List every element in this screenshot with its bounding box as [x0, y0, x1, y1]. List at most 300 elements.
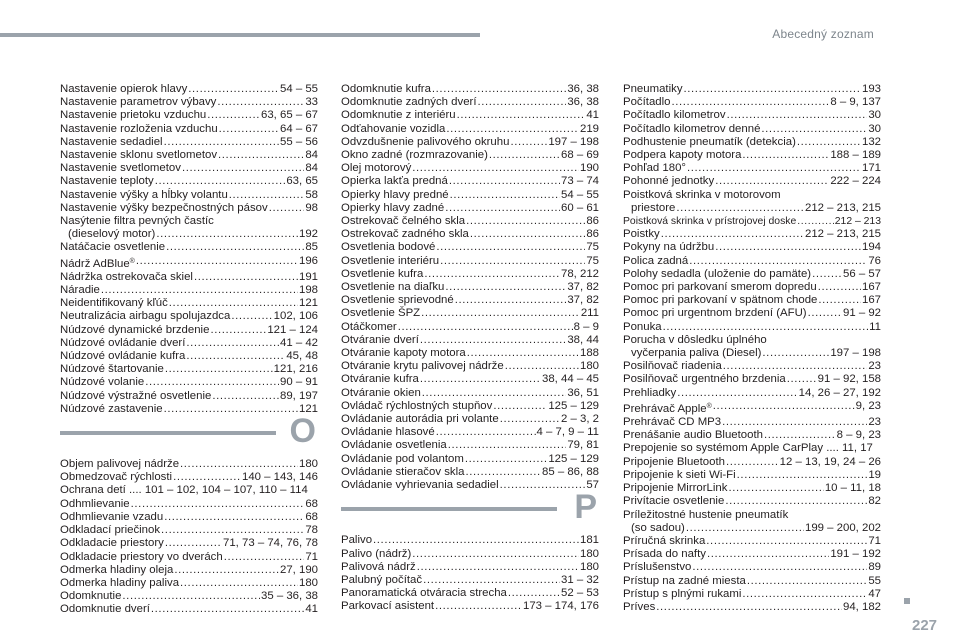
entry-term: Osvetlenie ŠPZ	[341, 307, 421, 320]
dot-leader	[231, 310, 272, 323]
entry-term: Opierky hlavy predné	[341, 188, 449, 201]
entry-pages: 180	[298, 458, 318, 471]
entry-pages: 199 – 200, 202	[804, 521, 881, 534]
dot-leader	[188, 83, 279, 96]
index-entry	[623, 123, 881, 136]
entry-term: Pomoc pri urgentnom brzdení (AFU)	[623, 307, 807, 320]
entry-pages: 167	[861, 294, 881, 307]
dot-leader	[145, 376, 279, 389]
entry-term: Nastavenie sedadiel	[60, 135, 163, 148]
entry-pages: 212 – 213, 215	[804, 201, 881, 214]
section-rule	[341, 507, 557, 511]
entry-term: Núdzové výstražné osvetlenie	[60, 389, 212, 402]
entry-pages: 180	[579, 360, 599, 373]
dot-leader	[412, 162, 579, 175]
section-rule	[60, 431, 276, 435]
index-entry	[341, 561, 599, 574]
entry-term: Nastavenie sklonu svetlometov	[60, 149, 218, 162]
entry-pages: 37, 82	[567, 294, 599, 307]
section-header	[341, 488, 599, 534]
index-entry	[341, 241, 599, 254]
index-entry	[341, 387, 599, 400]
dot-leader	[726, 456, 779, 469]
dot-leader	[656, 601, 842, 614]
index-entry	[623, 456, 881, 469]
entry-pages: 41	[305, 603, 318, 616]
index-entry	[623, 83, 881, 96]
entry-pages: 89	[868, 561, 881, 574]
dot-leader	[684, 83, 861, 96]
entry-term: Odťahovanie vozidla	[341, 122, 446, 135]
index-entry	[623, 469, 881, 482]
dot-leader	[210, 324, 266, 337]
entry-pages: 211	[580, 307, 599, 320]
index-entry	[341, 162, 599, 175]
entry-term: Objem palivovej nádrže	[60, 458, 180, 471]
entry-pages: 84	[305, 162, 318, 175]
dot-leader	[449, 175, 560, 188]
dot-leader	[737, 469, 868, 482]
entry-pages: 125 – 129	[548, 399, 599, 412]
entry-term: Nastavenie výšky a hĺbky volantu	[60, 188, 228, 201]
dot-leader	[164, 136, 279, 149]
dot-leader	[747, 575, 867, 588]
index-entry	[623, 347, 881, 360]
section-header	[60, 412, 318, 458]
entry-term: Odkladací priečinok	[60, 524, 161, 537]
entry-pages: 192	[298, 228, 318, 241]
dot-leader	[131, 498, 305, 511]
entry-pages: 68	[305, 510, 318, 523]
entry-term: Polohy sedadla (uloženie do pamäte)	[623, 267, 812, 280]
index-entry	[623, 373, 881, 386]
index-entry	[60, 271, 318, 284]
entry-pages: 58	[305, 188, 318, 201]
index-entry	[60, 577, 318, 590]
entry-term: Osvetlenia bodové	[341, 241, 436, 254]
entry-pages: 30	[868, 122, 881, 135]
entry-term: Parkovací asistent	[341, 600, 435, 613]
entry-pages: 10 – 11, 18	[824, 482, 881, 495]
index-entry	[60, 310, 318, 323]
index-entry	[623, 360, 881, 373]
entry-pages: 19	[868, 468, 881, 481]
index-entry	[623, 429, 881, 442]
entry-pages: 89, 197	[279, 389, 318, 402]
entry-pages: 71	[868, 534, 881, 547]
index-entry	[623, 202, 881, 215]
entry-pages: 91 – 92	[842, 307, 881, 320]
entry-pages: 84	[305, 149, 318, 162]
index-entry	[341, 600, 599, 613]
index-entry	[623, 162, 881, 175]
entry-term: Núdzové volanie	[60, 376, 145, 389]
entry-pages: 64 – 67	[279, 122, 318, 135]
entry-term: Osvetlenie kufra	[341, 267, 424, 280]
dot-leader	[165, 537, 222, 550]
entry-term: Ovládanie pod volantom	[341, 452, 464, 465]
section-letter: P	[574, 488, 597, 527]
index-entry	[341, 136, 599, 149]
index-entry	[623, 228, 881, 241]
dot-leader	[725, 495, 867, 508]
entry-pages: 41	[586, 109, 599, 122]
index-entry	[623, 575, 881, 588]
index-entry	[60, 284, 318, 297]
entry-term: Prehrávač Apple®	[623, 402, 712, 415]
entry-term: Palivo (nádrž)	[341, 547, 412, 560]
dot-leader	[689, 255, 867, 268]
index-entry	[60, 590, 318, 603]
entry-pages: 181	[579, 534, 599, 547]
index-entry	[341, 175, 599, 188]
index-entry	[623, 495, 881, 508]
corner-marker	[904, 598, 910, 604]
entry-term: Núdzové dynamické brzdenie	[60, 323, 210, 336]
entry-pages: 8 – 9, 23	[836, 429, 881, 442]
dot-leader	[432, 83, 566, 96]
dot-leader	[440, 255, 585, 268]
index-entry	[341, 96, 599, 109]
dot-leader	[417, 561, 579, 574]
entry-pages: 57	[586, 479, 599, 492]
entry-pages: 8 – 9, 137	[830, 96, 881, 109]
dot-leader	[465, 466, 541, 479]
entry-term: Opierka lakťa predná	[341, 175, 448, 188]
index-entry: Ochrana detí .... 101 – 102, 104 – 107, 110 – 114	[60, 484, 308, 497]
entry-pages: 86	[586, 228, 599, 241]
index-entry	[341, 294, 599, 307]
dot-leader	[229, 189, 305, 202]
dot-leader	[155, 175, 286, 188]
entry-pages: 193	[861, 83, 881, 95]
entry-pages: 2 – 3, 2	[561, 413, 599, 426]
index-entry	[341, 426, 599, 439]
index-entry	[341, 307, 599, 320]
dot-leader	[151, 603, 304, 616]
dot-leader	[465, 453, 547, 466]
entry-pages: 180	[579, 560, 599, 573]
entry-pages: 71	[305, 550, 318, 563]
dot-leader	[164, 403, 298, 416]
index-entry	[341, 548, 599, 561]
index-entry	[60, 202, 318, 215]
entry-pages: 76	[868, 254, 881, 267]
dot-leader	[808, 307, 842, 320]
entry-term: Posilňovač urgentného brzdenia	[623, 373, 786, 386]
entry-pages: 68 – 69	[560, 149, 599, 162]
dot-leader	[435, 600, 522, 613]
entry-pages: 68	[305, 497, 318, 510]
entry-term: Neidentifikovaný kľúč	[60, 297, 168, 310]
index-entry	[623, 588, 881, 601]
entry-pages: 94, 182	[842, 600, 881, 613]
entry-pages: 60 – 61	[560, 201, 599, 214]
index-entry	[60, 537, 318, 550]
entry-term: Palivo	[341, 534, 373, 547]
dot-leader	[692, 561, 867, 574]
dot-leader	[818, 294, 861, 307]
entry-term: Ostrekovač čelného skla	[341, 215, 466, 228]
entry-term: Opierky hlavy zadné	[341, 201, 445, 214]
dot-leader	[742, 149, 829, 162]
entry-pages: 197 – 198	[830, 347, 881, 360]
index-entry	[341, 453, 599, 466]
entry-term: Neutralizácia airbagu spolujazdca	[60, 310, 231, 323]
index-entry	[623, 334, 881, 347]
entry-term: Prehliadky	[623, 386, 677, 399]
entry-term: Príručná skrinka	[623, 534, 706, 547]
index-entry	[341, 574, 599, 587]
entry-pages: 171	[861, 162, 881, 175]
dot-leader	[161, 524, 304, 537]
entry-term: Pripojenie Bluetooth	[623, 455, 725, 468]
index-entry	[623, 400, 881, 416]
entry-term: Pokyny na údržbu	[623, 241, 715, 254]
dot-leader	[450, 189, 560, 202]
entry-pages: 191 – 192	[830, 548, 881, 561]
entry-pages: 9, 23	[855, 399, 881, 412]
dot-leader	[797, 136, 861, 149]
entry-term: Nastavenie rozloženia vzduchu	[60, 122, 218, 135]
dot-leader	[420, 334, 566, 347]
index-entry	[60, 524, 318, 537]
dot-leader	[398, 321, 573, 334]
dot-leader	[818, 281, 861, 294]
entry-pages: 36, 51	[567, 386, 599, 399]
entry-term: Odhmlievanie	[60, 497, 130, 510]
entry-pages: 180	[298, 576, 318, 589]
entry-term: Otáčkomer	[341, 320, 397, 333]
dot-leader	[687, 162, 861, 175]
entry-term: Pohonné jednotky	[623, 175, 715, 188]
entry-pages: 36, 38	[567, 96, 599, 109]
index-entry	[341, 268, 599, 281]
dot-leader	[762, 347, 829, 360]
index-entry	[60, 350, 318, 363]
entry-term: Odomknutie	[60, 590, 122, 603]
index-entry	[60, 403, 318, 416]
index-entry	[341, 109, 599, 122]
entry-pages: 45, 48	[286, 350, 318, 363]
dot-leader	[500, 413, 560, 426]
dot-leader	[787, 373, 817, 386]
entry-pages: 23	[868, 360, 881, 373]
entry-pages: 52 – 53	[560, 587, 599, 600]
dot-leader	[715, 241, 861, 254]
entry-pages: 37, 82	[567, 281, 599, 294]
index-column-1	[60, 83, 318, 617]
entry-pages: 121, 216	[273, 363, 318, 376]
index-entry	[60, 228, 318, 241]
entry-pages: 82	[868, 495, 881, 508]
entry-term: Prístup na zadné miesta	[623, 574, 746, 587]
index-entry	[60, 96, 318, 109]
page-header-title: Abecedný zoznam	[772, 27, 874, 41]
entry-pages: 125 – 129	[548, 452, 599, 465]
entry-pages: 54 – 55	[279, 83, 318, 95]
entry-term: Odhmlievanie vzadu	[60, 510, 164, 523]
entry-term: Odomknutie z interiéru	[341, 109, 456, 122]
entry-term: Nádržka ostrekovača skiel	[60, 270, 193, 283]
entry-pages: 75	[586, 241, 599, 254]
entry-pages: 33	[305, 96, 318, 109]
index-entry	[623, 321, 881, 334]
entry-term: Nastavenie opierok hlavy	[60, 83, 188, 95]
page-number: 227	[912, 617, 938, 634]
dot-leader	[661, 228, 804, 241]
dot-leader	[101, 284, 298, 297]
entry-term: Nasýtenie filtra pevných častíc	[60, 215, 214, 228]
entry-pages: 173 – 174, 176	[522, 600, 599, 613]
entry-pages: 54 – 55	[560, 188, 599, 201]
index-entry	[341, 373, 599, 386]
index-entry	[341, 587, 599, 600]
index-entry	[60, 324, 318, 337]
entry-term: Palivová nádrž	[341, 560, 416, 573]
entry-pages: 188	[579, 347, 599, 360]
dot-leader	[713, 400, 855, 416]
index-entry	[60, 551, 318, 564]
entry-pages: 11	[869, 320, 881, 333]
index-entry	[341, 334, 599, 347]
dot-leader	[422, 387, 567, 400]
entry-term: Otváranie dverí	[341, 333, 419, 346]
entry-pages: 75	[586, 254, 599, 267]
index-entry	[623, 215, 881, 228]
dot-leader	[173, 471, 241, 484]
entry-pages: 73 – 74	[560, 175, 599, 188]
entry-term: Núdzové zastavenie	[60, 402, 163, 415]
index-entry	[623, 522, 881, 535]
entry-term: Odomknutie zadných dverí	[341, 96, 477, 109]
entry-term: Ovládanie osvetlenia	[341, 439, 447, 452]
entry-pages: 132	[861, 135, 881, 148]
entry-term: Ostrekovač zadného skla	[341, 228, 469, 241]
entry-term: Osvetlenie interiéru	[341, 254, 440, 267]
index-entry	[60, 603, 318, 616]
entry-term: Počítadlo kilometrov denné	[623, 122, 761, 135]
entry-term: Poistková skrinka v motorovom	[623, 188, 781, 201]
index-entry	[60, 376, 318, 389]
entry-pages: 78	[305, 524, 318, 537]
index-entry	[60, 215, 318, 228]
entry-term: Privítacie osvetlenie	[623, 495, 725, 508]
entry-pages: 167	[861, 281, 881, 294]
dot-leader	[217, 96, 304, 109]
index-entry	[623, 509, 881, 522]
entry-pages: 38, 44	[567, 333, 599, 346]
index-entry	[341, 466, 599, 479]
dot-leader	[180, 577, 298, 590]
dot-leader	[723, 360, 868, 373]
entry-pages: 191	[298, 270, 318, 283]
dot-leader	[706, 535, 867, 548]
entry-term: Príves	[623, 600, 656, 613]
index-entry	[341, 228, 599, 241]
index-entry	[341, 215, 599, 228]
index-entry	[60, 109, 318, 122]
entry-term: Podhustenie pneumatík (detekcia)	[623, 135, 796, 148]
dot-leader	[218, 149, 304, 162]
dot-leader	[423, 574, 560, 587]
entry-term: Posilňovač riadenia	[623, 360, 722, 373]
entry-term: Odmerka hladiny paliva	[60, 576, 180, 589]
entry-pages: 194	[861, 241, 881, 254]
dot-leader	[686, 522, 804, 535]
entry-term: Poistková skrinka v prístrojovej doske	[623, 216, 797, 228]
index-entry	[60, 390, 318, 403]
entry-term: Osvetlenie sprievodné	[341, 294, 454, 307]
index-entry	[60, 189, 318, 202]
dot-leader	[424, 268, 560, 281]
dot-leader	[122, 590, 260, 603]
entry-pages: 91 – 92, 158	[817, 373, 881, 386]
entry-pages: 85 – 86, 88	[541, 465, 599, 478]
index-entry	[341, 189, 599, 202]
entry-term: Odomknutie kufra	[341, 83, 431, 95]
entry-term: Pripojenie k sieti Wi-Fi	[623, 468, 736, 481]
section-letter: O	[289, 412, 316, 451]
index-entry	[623, 561, 881, 574]
index-entry	[623, 189, 881, 202]
entry-term: Prísada do nafty	[623, 548, 706, 561]
index-entry	[623, 96, 881, 109]
index-entry	[623, 387, 881, 400]
entry-term: (so sadou)	[631, 521, 685, 534]
entry-pages: 71, 73 – 74, 76, 78	[222, 537, 318, 550]
entry-pages: 90 – 91	[279, 376, 318, 389]
dot-leader	[470, 228, 585, 241]
dot-leader	[219, 123, 279, 136]
dot-leader	[445, 202, 560, 215]
dot-leader	[467, 347, 579, 360]
entry-pages: 35 – 36, 38	[260, 590, 318, 603]
entry-term: Ovládač rýchlostných stupňov	[341, 399, 493, 412]
entry-pages: 121	[298, 297, 318, 310]
entry-pages: 79, 81	[567, 439, 599, 452]
dot-leader	[493, 400, 547, 413]
dot-leader	[676, 202, 804, 215]
dot-leader	[207, 109, 260, 122]
index-entry	[341, 360, 599, 373]
index-entry	[341, 534, 599, 547]
entry-pages: 31 – 32	[560, 573, 599, 586]
dot-leader	[156, 228, 298, 241]
entry-pages: 30	[868, 109, 881, 122]
dot-leader	[269, 202, 305, 215]
index-entry	[623, 601, 881, 614]
entry-pages: 85	[305, 241, 318, 254]
entry-pages: 212 – 213, 215	[804, 228, 881, 241]
entry-term: Otváranie okien	[341, 386, 421, 399]
entry-term: Obmedzovač rýchlosti	[60, 471, 173, 484]
entry-term: Nádrž AdBlue®	[60, 257, 135, 270]
index-entry	[623, 548, 881, 561]
index-entry	[623, 416, 881, 429]
entry-term: Prehrávač CD MP3	[623, 416, 722, 429]
entry-term: Núdzové ovládanie kufra	[60, 350, 186, 363]
entry-term: Núdzové štartovanie	[60, 363, 164, 376]
dot-leader	[761, 123, 867, 136]
entry-pages: 4 – 7, 9 – 11	[536, 426, 599, 439]
entry-term: Odkladacie priestory vo dverách	[60, 550, 223, 563]
entry-term: Pomoc pri parkovaní smerom dopredu	[623, 281, 817, 294]
dot-leader	[445, 281, 566, 294]
entry-term: Poistky	[623, 228, 660, 241]
index-entry	[60, 255, 318, 271]
dot-leader	[212, 390, 279, 403]
